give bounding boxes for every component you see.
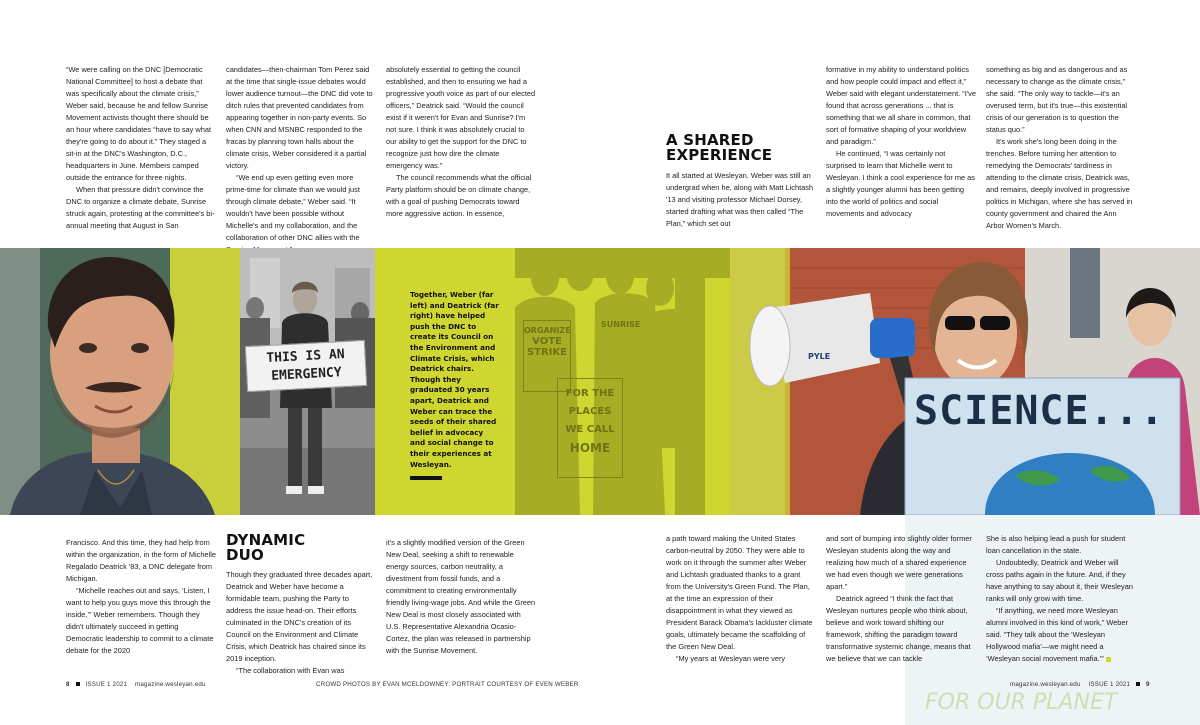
right-footer: [1010, 681, 1150, 688]
protest-photo-bw: [240, 248, 375, 515]
paragraph: “We end up even getting even more prime-time for climate than we would just through climate debate,” Weber said. “It wouldn't have been possible without Michelle's and my collaboration, and the collaboration of other DNC allies with the: [226, 173, 360, 242]
right-folio: 9: [1145, 681, 1150, 688]
left-site: magazine.wesleyan.edu: [135, 681, 206, 688]
left-footer: [66, 681, 206, 688]
right-issue: ISSUE 1 2021: [1088, 681, 1131, 688]
organize-vote-strike-sign: ORGANIZE VOTE STRIKE: [523, 320, 571, 392]
right-top-column-3: [986, 64, 1136, 232]
folio-square-icon: [1136, 682, 1140, 686]
paragraph: and sort of bumping into slightly older former Wesleyan students along the way and realizing how much of a shared experience we had even though we were generations apart.”: [826, 534, 972, 591]
shared-experience-heading: A SHARED EXPERIENCE: [666, 131, 773, 164]
left-top-column-2: [226, 64, 376, 256]
sunrise-shirt-text: SUNRISE: [601, 320, 641, 329]
left-bottom-column-2: [226, 569, 376, 677]
planet-sign-text: FOR OUR PLANET: [925, 690, 1118, 715]
portrait-illustration: [0, 248, 240, 515]
rally-photo: [730, 248, 1200, 515]
rally-illustration: [730, 248, 1200, 515]
paragraph: absolutely essential to getting the council established, and then to ensuring we had a progressive youth voice as part of our elected officers,” Deatrick said. “Would the council exist if it weren't for Evan and Sunrise? I'm not sure. I think it was absolutely crucial to our ability to get the support for the DNC to recognize just how dire the climate emergency was.”: [386, 65, 536, 170]
right-site: magazine.wesleyan.edu: [1010, 681, 1081, 688]
caption-rule: [410, 476, 442, 480]
left-top-column-3: [386, 64, 536, 220]
paragraph: something as big and as dangerous and as necessary to change as the climate crisis,” she said. “The only way to tackle—it's an overused term, but it's true—this existential crisis of our generation is to question the status quo.”: [986, 65, 1128, 134]
left-top-column-1: [66, 64, 216, 232]
right-top-column-2: [826, 64, 976, 220]
photo-caption: Together, Weber (far left) and Deatrick (far right) have helped push the DNC to create its Council on the Environment and Climate Crisis, which Deatrick chairs. Though they graduated 30 years apart, Deatrick and Weber can trace the seeds of their shared belief in advocacy and social change to their experiences at Wesleyan.: [410, 290, 499, 469]
paragraph: It all started at Wesleyan. Weber was still an undergrad when he, along with Matt Lichtash '13 and visiting professor Michael Dorsey, started drafting what was then called “The Plan,” which set out: [666, 171, 814, 228]
end-mark: [1106, 657, 1111, 662]
paragraph: Deatrick agreed “I think the fact that Wesleyan nurtures people who think about, believe and work toward shifting our framework, shifting the paradigm toward transformative systemic change, means that we believe that we can tackle: [826, 594, 971, 663]
paragraph: The council recommends what the official Party platform should be on climate change, with a goal of pushing Democrats toward more aggressive action. In essence,: [386, 173, 532, 218]
paragraph: “We were calling on the DNC [Democratic National Committee] to host a debate that was specifically about the climate crisis,” Weber said, because he and fellow Sunrise Movement activists thought there should be an hour where candidates “have to say what they're going to do about it.” They staged a sit-in at the DNC's Washington, D.C., headquarters in June. Members camped outside the entrance for three nights.: [66, 65, 212, 182]
paragraph: She is also helping lead a push for student loan cancellation in the state.: [986, 534, 1126, 555]
paragraph: “My years at Wesleyan were very: [676, 654, 786, 663]
portrait-photo: [0, 248, 240, 515]
paragraph: a path toward making the United States carbon-neutral by 2050. They were able to work on it through the summer after Weber and Lichtash graduated thanks to a grant from the University's Green Fund. The Plan, at the time an expression of their disappointment in what they viewed as President Barack Obama's lackluster climate goals, ultimately became the scaffolding of the Green New Deal.: [666, 534, 813, 651]
photo-band: [0, 248, 1200, 515]
left-bottom-column-1: [66, 537, 216, 657]
photo-credits: CROWD PHOTOS BY EVAN MCELDOWNEY; PORTRAIT COURTESY OF EVEN WEBER: [316, 681, 579, 688]
right-bottom-column-1: [666, 533, 816, 665]
right-bottom-column-3: [986, 533, 1136, 665]
emergency-sign: THIS IS AN EMERGENCY: [245, 340, 367, 392]
paragraph: Undoubtedly, Deatrick and Weber will cross paths again in the future. And, if they have anything to say about it, their Wesleyan ranks will only grow with time.: [986, 558, 1133, 603]
dynamic-duo-heading: DYNAMIC DUO: [226, 531, 306, 564]
left-folio: 8: [66, 681, 70, 688]
paragraph: Francisco. And this time, they had help from within the organization, in the form of Michelle Regalado Deatrick '83, a DNC delegate from Michigan.: [66, 538, 216, 583]
left-bottom-column-3: [386, 537, 536, 657]
paragraph: “If anything, we need more Wesleyan alumni involved in this kind of work,” Weber said. “They talk about the ‘Wesleyan Hollywood mafia’—we might need a ‘Wesleyan social movement mafia.’”: [986, 606, 1128, 663]
folio-square-icon: [76, 682, 80, 686]
paragraph: When that pressure didn't convince the DNC to organize a climate debate, Sunrise struck again, protesting at the committee's bi-annual meeting that August in San: [66, 185, 215, 230]
megaphone-brand: PYLE: [808, 352, 831, 361]
paragraph: formative in my ability to understand politics and how people could impact and effect it,” Weber said with elegant understatement. “I've found that across generations ... that is something that we all share in common, that sort of formative shaping of your worldview and paradigm.”: [826, 65, 976, 146]
paragraph: “The collaboration with Evan was: [236, 666, 345, 675]
paragraph: it's a slightly modified version of the Green New Deal, seeking a shift to renewable energy sources, carbon neutrality, a divestment from fossil funds, and a commitment to creating environmentally friendly living-wage jobs. And while the Green New Deal is most closely associated with U.S. Representative Alexandria Ocasio-Cortez, the plan was released in partnership with the Sunrise Movement.: [386, 538, 536, 655]
paragraph: candidates—then-chairman Tom Perez said at the time that single-issue debates would lower audience turnout—the DNC did vote to ditch rules that prevented candidates from appearing together in non-party events. So when CNN and MSNBC responded to the fracas by planning town halls about the climate crisis, Weber considered it a partial victory.: [226, 65, 373, 170]
paragraph: He continued, “I was certainly not surprised to learn that Michelle went to Wesleyan. I think a cool experience for me as a slightly younger alumni has been getting into the world of politics and social movements and advocacy: [826, 149, 975, 218]
right-top-column-1: [666, 170, 816, 230]
left-issue: ISSUE 1 2021: [85, 681, 128, 688]
right-bottom-column-2: [826, 533, 976, 665]
paragraph: Though they graduated three decades apart, Deatrick and Weber have become a formidable team, pushing the Party to address the issue head-on. Their efforts culminated in the DNC's creation of its Council on the Environment and Climate Crisis, which Deatrick has chaired since its 2019 inception.: [226, 570, 373, 663]
places-we-call-home-sign: FOR THE PLACES WE CALL HOME: [557, 378, 623, 478]
paragraph: It's work she's long been doing in the trenches. Before turning her attention to remedying the Democrats' tardiness in attending to the climate crisis, Deatrick was, and remains, deeply involved in progressive politics in Michigan, where she has served in county government and chaired the Ann Arbor Women's March.: [986, 137, 1133, 230]
science-sign: SCIENCE...: [914, 388, 1165, 434]
paragraph: “Michelle reaches out and says, ‘Listen, I want to help you guys move this through the inside,’” Weber remembers. Though they didn't ultimately succeed in getting Democratic leadership to commit to a climate debate for the 2020: [66, 586, 214, 655]
